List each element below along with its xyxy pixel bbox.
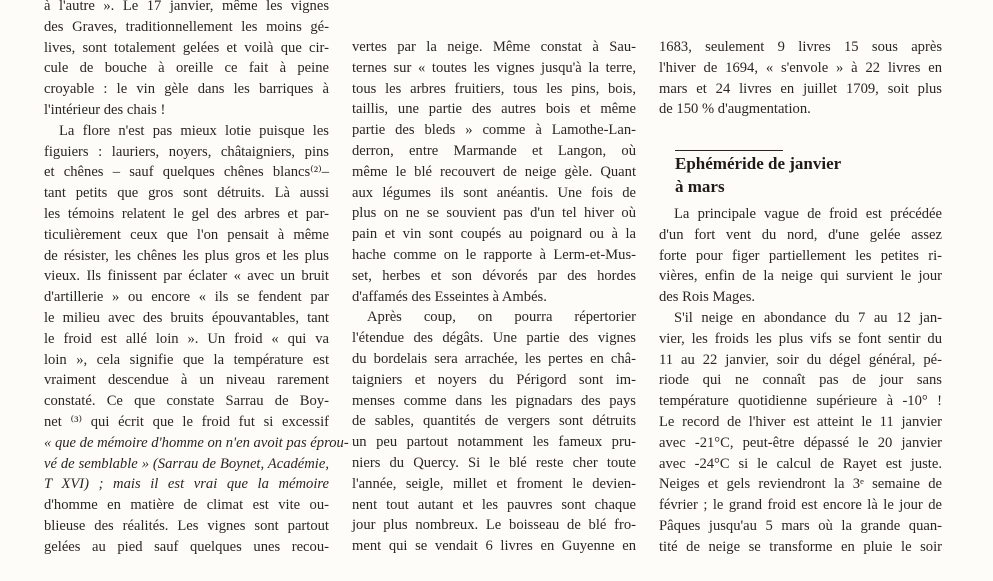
section-heading-line-2: à mars bbox=[675, 177, 725, 196]
text-line: d'affamés des Esseintes à Ambés. bbox=[352, 288, 547, 305]
text-line: ticulièrement ceux que l'on pensait à même bbox=[44, 226, 329, 243]
text-line: tous les arbres fruitiers, tous les pins, bois, bbox=[352, 80, 636, 97]
text-line: ternes sur « toutes les vignes jusqu'à la terre, bbox=[352, 59, 636, 76]
text-line: niers du Quercy. Si le blé reste cher toute bbox=[352, 455, 636, 471]
text-line: l'intérieur des chais ! bbox=[44, 102, 166, 118]
text-line: des Graves, traditionnellement les moins gé- bbox=[44, 18, 329, 35]
text-line: de résister, les chênes les plus gros et les plus bbox=[44, 247, 329, 264]
text-line: partie des bleds » comme à Lamothe-Lan- bbox=[352, 122, 636, 139]
text-line: le froid est allé loin ». Un froid « qui va bbox=[44, 330, 329, 347]
text-line: cule de bouche à oreille ce fait à peine bbox=[44, 60, 329, 77]
text-line: croyable : le vin gèle dans les barriques à bbox=[44, 81, 329, 98]
text-line: blieuse des réalités. Les vignes sont partout bbox=[44, 518, 329, 534]
text-line: hache comme on le rapporte à Lerm-et-Mus- bbox=[352, 247, 636, 263]
text-line: l'année, seigle, millet et froment le devien- bbox=[352, 475, 636, 492]
text-line: Après coup, on pourra répertorier bbox=[367, 309, 636, 326]
text-line: vé de semblable » (Sarrau de Boynet, Académie, bbox=[44, 455, 329, 472]
text-line: T XVI) ; mais il est vrai que la mémoire bbox=[44, 476, 329, 493]
text-line: de sables, quantités de vergers sont détruits bbox=[352, 413, 636, 430]
text-line: set, herbes et son dévorés par des hordes bbox=[352, 267, 636, 284]
text-line: tant petits que gros sont détruits. Là aussi bbox=[44, 185, 329, 202]
text-line: un peu partout notamment les fameux pru- bbox=[352, 434, 636, 451]
text-line: à l'autre ». Le 17 janvier, même les vignes bbox=[44, 0, 329, 14]
text-line: net ⁽³⁾ qui écrit que le froid fut si excessif bbox=[44, 414, 329, 430]
text-line: l'hiver de 1694, « s'envole » à 22 livres en bbox=[659, 59, 942, 76]
text-line: vier, les froids les plus vifs se font sentir du bbox=[659, 330, 942, 347]
text-line: des Rois Mages. bbox=[659, 289, 756, 306]
text-line: figuiers : lauriers, noyers, châtaigniers, pins bbox=[44, 143, 329, 160]
text-line: Neiges et gels reviendront la 3ᵉ semaine de bbox=[659, 476, 942, 493]
heading-rule bbox=[675, 150, 783, 151]
text-line: pain et vin sont coupés au poignard ou à la bbox=[352, 226, 636, 243]
text-line: mars et 24 livres en juillet 1709, soit plus bbox=[659, 80, 942, 97]
text-line: le milieu avec des bruits épouvantables, tant bbox=[44, 310, 329, 326]
text-line: lives, sont totalement gelées et voilà que cir- bbox=[44, 39, 329, 56]
text-line: 11 au 22 janvier, soir du dégel général, pé- bbox=[659, 351, 942, 368]
text-line: vières, enfin de la neige qui survient le jour bbox=[659, 268, 942, 285]
text-line: jour plus nombreux. Le boisseau de blé fro- bbox=[352, 517, 636, 534]
text-line: tité de neige se transforme en pluie le soir bbox=[659, 538, 942, 555]
text-line: ment qui se vendait 6 livres en Guyenne en bbox=[352, 538, 636, 555]
text-line: « que de mémoire d'homme on n'en avoit pas éprou- bbox=[44, 434, 349, 451]
text-line: Pâques jusqu'au 5 mars où la grande quan- bbox=[659, 518, 942, 534]
text-line: l'étendue des dégâts. Une partie des vignes bbox=[352, 330, 636, 347]
text-line: avec -21°C, peut-être dépassé le 20 janvier bbox=[659, 434, 942, 451]
text-line: menses comme dans les pignadars des pays bbox=[352, 392, 636, 409]
text-line: loin », cela signifie que la température est bbox=[44, 351, 329, 368]
text-line: nent tout autant et les pauvres sont chaque bbox=[352, 496, 636, 513]
text-line: constaté. Ce que constate Sarrau de Boy- bbox=[44, 393, 329, 410]
text-line: taigniers et noyers du Périgord sont im- bbox=[352, 371, 636, 388]
text-line: Le record de l'hiver est atteint le 11 janvier bbox=[659, 414, 942, 430]
text-line: température quotidienne supérieure à -10° ! bbox=[659, 393, 942, 410]
text-line: gelées au pied sauf quelques unes recou- bbox=[44, 538, 329, 555]
text-line: taillis, une partie des autres bois et même bbox=[352, 101, 636, 118]
text-line: vieux. Ils finissent par éclater « avec un bruit bbox=[44, 268, 329, 285]
text-line: plus on ne se souvient pas d'un tel hiver où bbox=[352, 205, 636, 222]
text-line: La flore n'est pas mieux lotie puisque les bbox=[59, 122, 329, 139]
text-line: et chênes – sauf quelques chênes blancs⁽²⁾– bbox=[44, 164, 329, 181]
text-line: d'artillerie » ou encore « ils se fendent par bbox=[44, 289, 329, 306]
text-line: du bordelais sera arrachée, les pertes en châ- bbox=[352, 351, 636, 367]
text-line: forte pour figer partiellement les petites ri- bbox=[659, 247, 942, 264]
text-line: février ; le grand froid est encore là le jour de bbox=[659, 497, 942, 514]
text-line: vertes par la neige. Même constat à Sau- bbox=[352, 39, 636, 55]
text-line: les témoins relatent le gel des arbres et par- bbox=[44, 206, 329, 222]
text-line: d'homme en matière de climat est vite ou- bbox=[44, 497, 329, 514]
text-line: 1683, seulement 9 livres 15 sous après bbox=[659, 39, 942, 55]
text-line: riode qui ne connaît pas de jour sans bbox=[659, 372, 942, 389]
text-line: La principale vague de froid est précédée bbox=[674, 206, 942, 222]
text-line: même le blé recouvert de neige gèle. Quant bbox=[352, 163, 636, 180]
text-line: S'il neige en abondance du 7 au 12 jan- bbox=[674, 310, 942, 326]
text-line: vraiment descendue à un niveau rarement bbox=[44, 372, 329, 389]
text-line: de 150 % d'augmentation. bbox=[659, 101, 811, 118]
text-line: aux légumes ils sont anéantis. Une fois de bbox=[352, 184, 636, 201]
section-heading-line-1: Ephéméride de janvier bbox=[675, 154, 842, 173]
text-line: avec -24°C si le calcul de Rayet est juste. bbox=[659, 455, 942, 472]
text-line: d'un fort vent du nord, d'une gelée assez bbox=[659, 226, 942, 243]
text-line: derron, entre Marmande et Langon, où bbox=[352, 143, 636, 159]
